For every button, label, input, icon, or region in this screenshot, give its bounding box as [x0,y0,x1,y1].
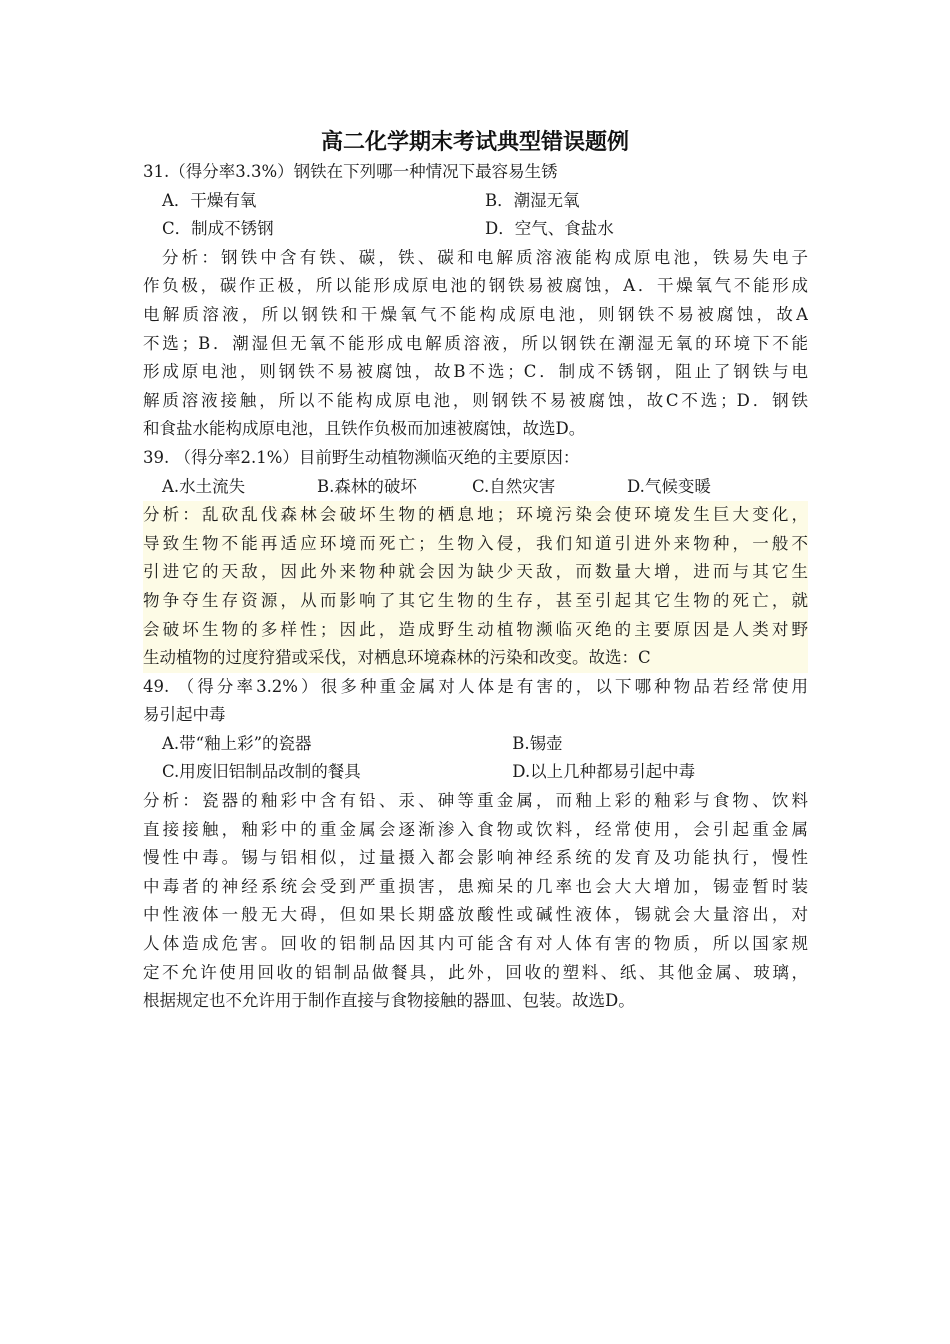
q49-option-c: C.用废旧铝制品改制的餐具 [162,762,361,782]
q49-stem-line: 49. （得分率3.2%）很多种重金属对人体是有害的，以下哪种物品若经常使用 [143,676,808,696]
analysis-line: 慢性中毒。锡与铝相似，过量摄入都会影响神经系统的发育及功能执行，慢性 [143,848,808,868]
analysis-line: 形成原电池，则钢铁不易被腐蚀，故B不选；C．制成不锈钢，阻止了钢铁与电 [143,362,808,382]
q49-option-b: B.锡壶 [512,733,563,753]
q39-analysis [143,501,808,673]
q31-analysis [143,244,808,444]
q49-option-d: D.以上几种都易引起中毒 [512,762,696,782]
analysis-line: 作负极，碳作正极，所以能形成原电池的钢铁易被腐蚀，A．干燥氧气不能形成 [143,276,808,296]
q39-option-a: A.水土流失 [162,476,246,496]
q49-option-a: A.带“釉上彩”的瓷器 [162,733,312,753]
q49-analysis [143,787,808,1016]
q49-stem-line: 易引起中毒 [143,705,226,725]
analysis-line: 导致生物不能再适应环境而死亡；生物入侵，我们知道引进外来物种，一般不 [143,533,808,553]
analysis-line: 分析：乱砍乱伐森林会破坏生物的栖息地；环境污染会使环境发生巨大变化， [143,505,808,525]
analysis-line: 引进它的天敌，因此外来物种就会因为缺少天敌，而数量大增，进而与其它生 [143,562,808,582]
analysis-line: 分析：瓷器的釉彩中含有铅、汞、砷等重金属，而釉上彩的釉彩与食物、饮料 [143,791,808,811]
analysis-line: 中毒者的神经系统会受到严重损害，患痴呆的几率也会大大增加，锡壶暂时装 [143,876,808,896]
analysis-line: 定不允许使用回收的铝制品做餐具，此外，回收的塑料、纸、其他金属、玻璃， [143,962,808,982]
q39-stem: 39. （得分率2.1%）目前野生动植物濒临灭绝的主要原因： [143,447,580,467]
q39-options-row [143,473,808,502]
q31-option-a: A．干燥有氧 [162,190,257,210]
q31-stem: 31.（得分率3.3%）钢铁在下列哪一种情况下最容易生锈 [143,162,558,181]
q31-option-c: C．制成不锈钢 [162,219,274,239]
document-body [143,158,808,1016]
q49-options-row-1 [143,730,808,759]
q39-option-d: D.气候变暖 [627,476,711,496]
q31-options-row-1 [143,187,808,216]
analysis-line: 中性液体一般无大碍，但如果长期盛放酸性或碱性液体，锡就会大量溶出，对 [143,905,808,925]
q31-option-d: D．空气、食盐水 [485,219,614,239]
q31-option-b: B．潮湿无氧 [485,190,580,210]
analysis-line: 电解质溶液，所以钢铁和干燥氧气不能构成原电池，则钢铁不易被腐蚀，故A [143,304,808,324]
q31-options-row-2 [143,215,808,244]
q39-option-b: B.森林的破坏 [317,476,417,496]
q49-options-row-2 [143,758,808,787]
q39-option-c: C.自然灾害 [472,476,556,496]
analysis-line: 和食盐水能构成原电池，且铁作负极而加速被腐蚀，故选D。 [143,419,586,439]
analysis-line: 根据规定也不允许用于制作直接与食物接触的器皿、包装。故选D。 [143,991,635,1011]
analysis-line: 不选；B．潮湿但无氧不能形成电解质溶液，所以钢铁在潮湿无氧的环境下不能 [143,333,808,353]
analysis-line: 解质溶液接触，所以不能构成原电池，则钢铁不易被腐蚀，故C不选；D．钢铁 [143,390,808,410]
analysis-line: 分析：钢铁中含有铁、碳，铁、碳和电解质溶液能构成原电池，铁易失电子 [162,247,808,267]
analysis-line: 人体造成危害。回收的铝制品因其内可能含有对人体有害的物质，所以国家规 [143,934,808,954]
analysis-line: 物争夺生存资源，从而影响了其它生物的生存，甚至引起其它生物的死亡，就 [143,590,808,610]
analysis-line: 会破坏生物的多样性；因此，造成野生动植物濒临灭绝的主要原因是人类对野 [143,619,808,639]
document-title: 高二化学期末考试典型错误题例 [320,130,629,155]
analysis-line: 直接接触，釉彩中的重金属会逐渐渗入食物或饮料，经常使用，会引起重金属 [143,819,808,839]
analysis-line: 生动植物的过度狩猎或采伐，对栖息环境森林的污染和改变。故选：C [143,648,651,668]
